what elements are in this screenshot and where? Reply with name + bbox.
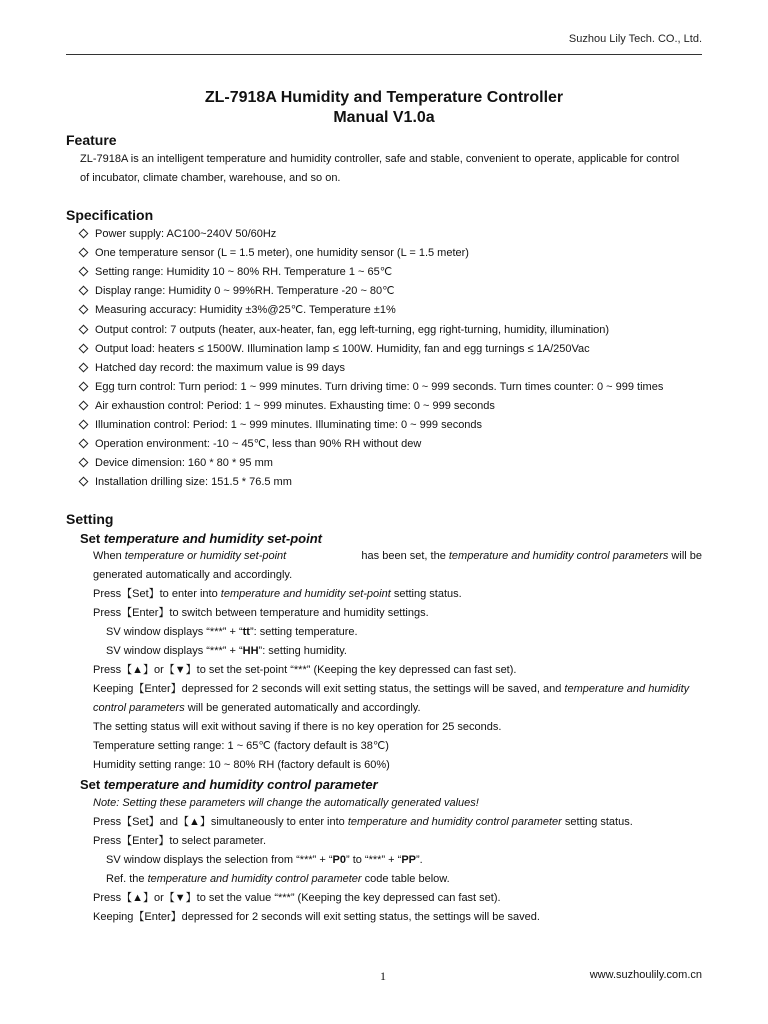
spec-item bbox=[78, 227, 276, 241]
spec-item-text: One temperature sensor (L = 1.5 meter), one humidity sensor (L = 1.5 meter) bbox=[95, 247, 469, 260]
feature-text-line-2: of incubator, climate chamber, warehouse, and so on. bbox=[80, 172, 341, 184]
setting-heading: Setting bbox=[66, 511, 114, 527]
setpoint-line-11: Temperature setting range: 1 ~ 65℃ (factory default is 38℃) bbox=[93, 740, 389, 752]
spec-item-text: Output load: heaters ≤ 1500W. Illumination lamp ≤ 100W. Humidity, fan and egg turnings ≤ 1A/250Vac bbox=[95, 342, 590, 355]
diamond-bullet-icon bbox=[79, 267, 89, 277]
diamond-bullet-icon bbox=[79, 305, 89, 315]
spec-item-text: Operation environment: -10 ~ 45℃, less than 90% RH without dew bbox=[95, 438, 422, 451]
spec-item-text: Setting range: Humidity 10 ~ 80% RH. Temperature 1 ~ 65℃ bbox=[95, 266, 393, 279]
spec-item bbox=[78, 246, 469, 260]
header-company: Suzhou Lily Tech. CO., Ltd. bbox=[568, 33, 702, 45]
spec-item-text: Installation drilling size: 151.5 * 76.5 mm bbox=[95, 476, 292, 489]
setpoint-line-5: SV window displays “***” + “tt”: setting temperature. bbox=[106, 626, 358, 638]
footer-url: www.suzhoulily.com.cn bbox=[589, 969, 702, 981]
setpoint-line-7: Press【▲】or【▼】to set the set-point “***” (Keeping the key depressed can fast set). bbox=[93, 664, 517, 676]
diamond-bullet-icon bbox=[79, 362, 89, 372]
setpoint-line-10: The setting status will exit without saving if there is no key operation for 25 seconds. bbox=[93, 721, 502, 733]
spec-item bbox=[78, 399, 495, 413]
setpoint-line-8: Keeping【Enter】depressed for 2 seconds will exit setting status, the settings will be saved, and temperature and humidity bbox=[93, 683, 690, 695]
document-subtitle: Manual V1.0a bbox=[333, 109, 435, 126]
feature-heading: Feature bbox=[66, 132, 117, 148]
setpoint-line-12: Humidity setting range: 10 ~ 80% RH (factory default is 60%) bbox=[93, 759, 390, 771]
specification-heading: Specification bbox=[66, 207, 154, 223]
param-line-3: Press【Enter】to select parameter. bbox=[93, 835, 267, 847]
spec-item-text: Air exhaustion control: Period: 1 ~ 999 minutes. Exhausting time: 0 ~ 999 seconds bbox=[95, 399, 495, 412]
param-line-2: Press【Set】and【▲】simultaneously to enter into temperature and humidity control parameter setting status. bbox=[93, 816, 633, 828]
spec-item bbox=[78, 342, 590, 356]
spec-item-text: Output control: 7 outputs (heater, aux-heater, fan, egg left-turning, egg right-turning, humidity, illumination) bbox=[95, 323, 610, 336]
setpoint-line-9: control parameters will be generated automatically and accordingly. bbox=[93, 702, 421, 714]
spec-item bbox=[78, 475, 292, 489]
feature-text-line-1: ZL-7918A is an intelligent temperature and humidity controller, safe and stable, convenient to operate, applicable for control bbox=[80, 153, 680, 165]
param-line-6: Press【▲】or【▼】to set the value “***” (Keeping the key depressed can fast set). bbox=[93, 892, 501, 904]
document-title: ZL-7918A Humidity and Temperature Controller bbox=[204, 89, 564, 106]
param-line-5: Ref. the temperature and humidity control parameter code table below. bbox=[106, 873, 450, 885]
spec-item bbox=[78, 456, 273, 470]
subheading-setpoint bbox=[80, 531, 322, 546]
setpoint-line-6: SV window displays “***” + “HH”: setting humidity. bbox=[106, 645, 347, 657]
subheading-prefix: Set bbox=[80, 777, 104, 792]
spec-item bbox=[78, 323, 609, 337]
spec-item-text: Device dimension: 160 * 80 * 95 mm bbox=[95, 457, 273, 470]
param-line-7: Keeping【Enter】depressed for 2 seconds will exit setting status, the settings will be saved. bbox=[93, 911, 540, 923]
spec-item-text: Power supply: AC100~240V 50/60Hz bbox=[95, 228, 277, 240]
diamond-bullet-icon bbox=[79, 439, 89, 449]
diamond-bullet-icon bbox=[79, 420, 89, 430]
subheading-prefix: Set bbox=[80, 531, 104, 546]
spec-item-text: Hatched day record: the maximum value is 99 days bbox=[95, 361, 346, 374]
diamond-bullet-icon bbox=[79, 477, 89, 487]
spec-item bbox=[78, 265, 392, 279]
spec-item bbox=[78, 361, 345, 375]
text-segment: When temperature or humidity set-point bbox=[93, 550, 287, 562]
param-note: Note: Setting these parameters will change the automatically generated values! bbox=[93, 797, 479, 809]
spec-item bbox=[78, 303, 396, 317]
text-segment: has been set, the temperature and humidity control parameters will be bbox=[361, 550, 702, 562]
spec-item bbox=[78, 437, 421, 451]
spec-item bbox=[78, 380, 663, 394]
setpoint-line-2: generated automatically and accordingly. bbox=[93, 569, 293, 581]
subheading-title: temperature and humidity set-point bbox=[103, 531, 322, 546]
spec-item-text: Display range: Humidity 0 ~ 99%RH. Temperature -20 ~ 80℃ bbox=[95, 285, 395, 298]
diamond-bullet-icon bbox=[79, 343, 89, 353]
diamond-bullet-icon bbox=[79, 286, 89, 296]
subheading-title: temperature and humidity control parameter bbox=[103, 777, 378, 792]
footer-page-number: 1 bbox=[380, 969, 386, 983]
spec-item bbox=[78, 284, 395, 298]
spec-item-text: Measuring accuracy: Humidity ±3%@25℃. Temperature ±1% bbox=[95, 304, 396, 317]
diamond-bullet-icon bbox=[79, 324, 89, 334]
diamond-bullet-icon bbox=[79, 458, 89, 468]
diamond-bullet-icon bbox=[79, 229, 89, 239]
header-rule bbox=[66, 54, 702, 55]
diamond-bullet-icon bbox=[79, 401, 89, 411]
spec-item bbox=[78, 418, 482, 432]
spec-item-text: Illumination control: Period: 1 ~ 999 minutes. Illuminating time: 0 ~ 999 seconds bbox=[95, 419, 483, 431]
setpoint-line-4: Press【Enter】to switch between temperature and humidity settings. bbox=[93, 607, 429, 619]
setpoint-line-1 bbox=[93, 549, 702, 563]
spec-item-text: Egg turn control: Turn period: 1 ~ 999 minutes. Turn driving time: 0 ~ 999 seconds. Turn times counter: 0 ~ 999 times bbox=[95, 380, 664, 393]
diamond-bullet-icon bbox=[79, 248, 89, 258]
param-line-4: SV window displays the selection from “***” + “P0” to “***” + “PP”. bbox=[106, 854, 423, 866]
setpoint-line-3: Press【Set】to enter into temperature and humidity set-point setting status. bbox=[93, 588, 462, 600]
diamond-bullet-icon bbox=[79, 381, 89, 391]
subheading-control-parameter bbox=[80, 777, 378, 792]
